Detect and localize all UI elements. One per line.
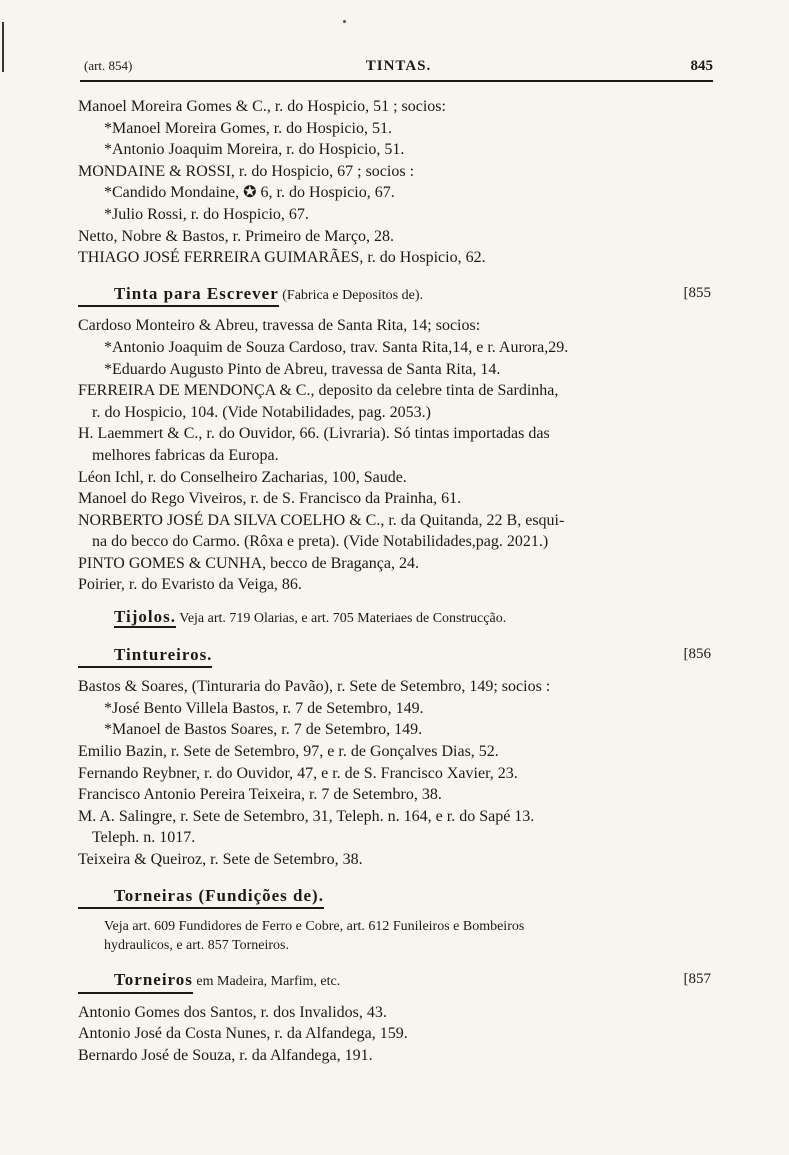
directory-entry: Emilio Bazin, r. Sete de Setembro, 97, e r. de Gonçalves Dias, 52. — [78, 743, 499, 761]
section-number: [856 — [683, 645, 711, 662]
directory-entry: Poirier, r. do Evaristo da Veiga, 86. — [78, 576, 302, 594]
section-number: [855 — [683, 284, 711, 301]
directory-entry: MONDAINE & ROSSI, r. do Hospicio, 67 ; socios : — [78, 162, 415, 180]
directory-entry: melhores fabricas da Europa. — [92, 446, 279, 464]
directory-entry: *Antonio Joaquim Moreira, r. do Hospicio, 51. — [104, 141, 405, 159]
crossref-note: hydraulicos, e art. 857 Torneiros. — [104, 938, 289, 954]
directory-entry: Manoel Moreira Gomes & C., r. do Hospicio, 51 ; socios: — [78, 98, 446, 115]
section-title: Tijolos. — [114, 607, 177, 627]
directory-entry: Manoel do Rego Viveiros, r. de S. Francisco da Prainha, 61. — [78, 490, 462, 508]
section-entries — [78, 1002, 717, 1067]
directory-entry: Cardoso Monteiro & Abreu, travessa de Santa Rita, 14; socios: — [78, 317, 481, 335]
directory-entry: Antonio Gomes dos Santos, r. dos Invalidos, 43. — [78, 1003, 387, 1021]
directory-entry: NORBERTO JOSÉ DA SILVA COELHO & C., r. da Quitanda, 22 B, esqui- — [78, 511, 565, 529]
directory-entry: *Eduardo Augusto Pinto de Abreu, travessa de Santa Rita, 14. — [104, 360, 501, 378]
directory-entry: Teleph. n. 1017. — [92, 829, 196, 847]
directory-entry: *Julio Rossi, r. do Hospicio, 67. — [104, 205, 309, 223]
directory-entry: *Candido Mondaine, ✪ 6, r. do Hospicio, 67. — [104, 184, 395, 202]
directory-entry: na do becco do Carmo. (Rôxa e preta). (Vide Notabilidades,pag. 2021.) — [92, 533, 549, 551]
directory-entry: THIAGO JOSÉ FERREIRA GUIMARÃES, r. do Hospicio, 62. — [78, 249, 486, 267]
directory-entry: M. A. Salingre, r. Sete de Setembro, 31, Teleph. n. 164, e r. do Sapé 13. — [78, 807, 535, 825]
directory-entry: Antonio José da Costa Nunes, r. da Alfandega, 159. — [78, 1025, 408, 1043]
directory-entry: Fernando Reybner, r. do Ouvidor, 47, e r. de S. Francisco Xavier, 23. — [78, 764, 518, 782]
directory-entry: FERREIRA DE MENDONÇA & C., deposito da celebre tinta de Sardinha, — [78, 382, 559, 400]
directory-entry: H. Laemmert & C., r. do Ouvidor, 66. (Livraria). Só tintas importadas das — [78, 425, 550, 443]
directory-entry: Léon Ichl, r. do Conselheiro Zacharias, 100, Saude. — [78, 468, 407, 486]
section-entries — [78, 315, 717, 596]
scan-edge-mark — [2, 22, 4, 72]
section-subtitle: em Madeira, Marfim, etc. — [192, 974, 341, 990]
directory-entry: Bastos & Soares, (Tinturaria do Pavão), r. Sete de Setembro, 149; socios : — [78, 678, 551, 696]
directory-entry: *Manoel de Bastos Soares, r. 7 de Setembro, 149. — [104, 721, 423, 739]
section-torneiras — [78, 885, 717, 910]
section-crossref: Veja art. 719 Olarias, e art. 705 Materiaes de Construcção. — [176, 611, 507, 627]
header-rule — [80, 80, 713, 82]
section-tintureiros — [78, 644, 717, 669]
section-title: Torneiras (Fundições de). — [78, 885, 324, 910]
page-number: 845 — [690, 58, 713, 74]
directory-entry: *Manoel Moreira Gomes, r. do Hospicio, 51. — [104, 119, 392, 137]
directory-entry: Teixeira & Queiroz, r. Sete de Setembro, 38. — [78, 851, 363, 868]
section-number: [857 — [683, 971, 711, 988]
section-torneiros — [78, 969, 717, 994]
directory-content — [78, 96, 717, 1067]
top-entries — [78, 96, 717, 269]
section-title: Tinta para Escrever — [78, 283, 279, 308]
directory-entry: Netto, Nobre & Bastos, r. Primeiro de Março, 28. — [78, 227, 394, 245]
directory-entry: *Antonio Joaquim de Souza Cardoso, trav. Santa Rita,14, e r. Aurora,29. — [104, 338, 569, 356]
header-title: TINTAS. — [365, 58, 432, 74]
section-tijolos — [78, 606, 717, 630]
section-subtitle: (Fabrica e Depositos de). — [278, 287, 423, 303]
directory-entry: Francisco Antonio Pereira Teixeira, r. 7 de Setembro, 38. — [78, 786, 442, 804]
directory-entry: PINTO GOMES & CUNHA, becco de Bragança, 24. — [78, 554, 419, 572]
crossref-note: Veja art. 609 Fundidores de Ferro e Cobre, art. 612 Funileiros e Bombeiros — [104, 919, 525, 935]
section-title: Torneiros — [78, 969, 193, 994]
header-article-ref: (art. 854) — [84, 58, 133, 73]
page-header — [84, 58, 713, 82]
scan-dot — [343, 20, 346, 23]
directory-entry: r. do Hospicio, 104. (Vide Notabilidades, pag. 2053.) — [92, 403, 431, 421]
section-tinta-para-escrever — [78, 283, 717, 308]
directory-entry: Bernardo José de Souza, r. da Alfandega, 191. — [78, 1046, 373, 1064]
section-entries — [78, 676, 717, 870]
directory-entry: *José Bento Villela Bastos, r. 7 de Setembro, 149. — [104, 699, 424, 717]
section-title: Tintureiros. — [78, 644, 212, 669]
